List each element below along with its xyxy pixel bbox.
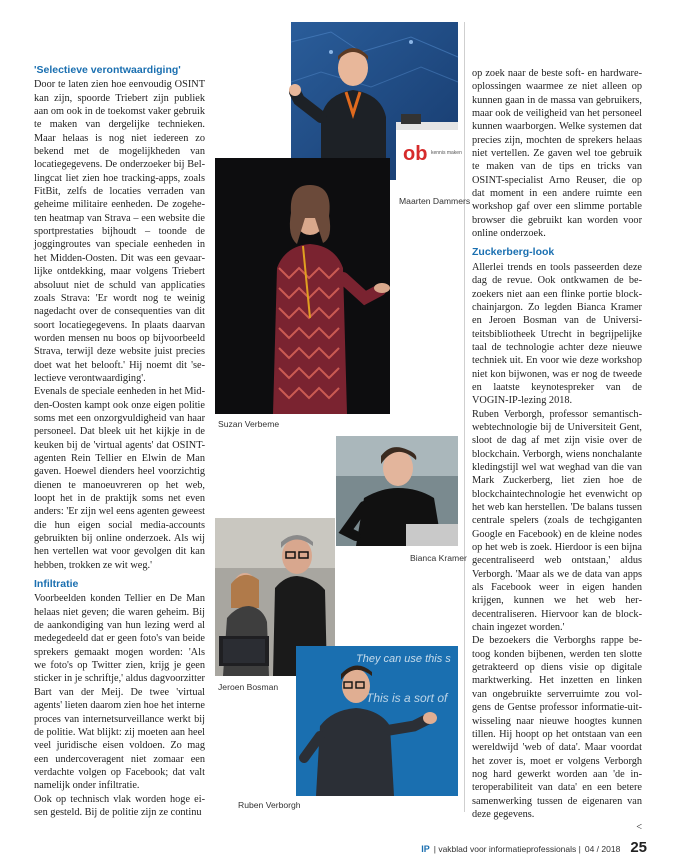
end-mark: < — [636, 822, 642, 834]
section-paragraph: Allerlei trends en tools passeerden deze dag de revue. Ook ontkwamen de bezoekers niet aan een flinke portie blockchainjargon. Zo legden Bianca Kramer en Jeroen Bosman van de Universiteitsbibliotheek Utrecht in begrijpelijke taal de technologie achter deze nieuwe techniek uit. En voor wie deze workshop niet kon bijwonen, was er nog de tweede en laatste keynotespreker van de VOGIN-IP-lezing 2018. — [472, 261, 642, 407]
section-heading-selectieve: 'Selectieve verontwaardiging' — [34, 64, 181, 76]
photo-maarten-dammers — [291, 22, 462, 180]
footer-issue: 04 / 2018 — [584, 844, 621, 854]
photo-ruben-verborgh — [296, 646, 458, 796]
caption-suzan-verbeme: Suzan Verbeme — [218, 419, 280, 429]
section-paragraph: Ook op technisch vlak worden hoge eisen gesteld. Bij de politie zijn ze continu — [34, 793, 205, 818]
footer-brand: IP — [421, 844, 430, 854]
photo-maarten-dammers-image — [291, 22, 462, 180]
section-paragraph: Voorbeelden konden Tellier en De Man helaas niet geven; die waren geheim. Bij de aankondiging van hun lezing werd al medegedeeld dat er geen foto's van beide sprekers gemaakt mogen worden: 'Als we foto's op Twitter zien, krijg je geen sticker in je schriftje,' aldus dagvoorzitter Bart van der Meij. De twee 'virtual agents' lieten daarom zien hoe het interne proces van internetsurveillance werkt bij de politie. Wat blijkt: zij moeten aan heel veel juridische eisen voldoen. Zo mag een undercoveragent niet zomaar een verdachte volgen op Facebook; dat valt namelijk onder infiltratie. — [34, 593, 205, 792]
photo-ruben-verborgh-image — [296, 646, 458, 796]
caption-maarten-dammers: Maarten Dammers — [399, 196, 471, 206]
caption-jeroen-bosman: Jeroen Bosman — [218, 682, 279, 692]
svg-text:They can use this s: They can use this s — [356, 653, 451, 665]
footer-subtitle: | vakblad voor informatieprofessionals | — [433, 844, 581, 854]
photo-bianca-kramer-image — [336, 436, 458, 546]
photo-bianca-kramer — [336, 436, 458, 546]
photo-suzan-verbeme — [215, 158, 390, 414]
page-number: 25 — [630, 839, 647, 856]
section-paragraph: op zoek naar de beste soft- en hardwareoplossingen waarmee ze niet alleen op kunnen gaan in de massa van gebruikers, maar ook de veiligheid van het personeel kunnen waarborgen. Welke systemen dat precies zijn, mochten de sprekers helaas niet vertellen. Ze gaven wel toe gebruik te maken van de tips en tricks van OSINT-specialist Arno Reuser, die op dat moment in een andere ruimte een workshop gaf over een slimme portable browser die gebruikt kan worden voor online onderzoek. — [472, 68, 642, 240]
svg-text:kennis maken: kennis maken — [431, 150, 462, 156]
section-paragraph: Evenals de speciale eenheden in het Midden-Oosten kampt ook onze eigen politie soms met een onzorgvuldigheid van haar personeel. Dat bleek uit het kijkje in de keuken bij de 'virtual agents' dat OSINT-agenten Rein Tellier en Elwin de Man gaven. Hoewel dienders heel voorzichtig dienen te manoeuvreren op het web, loopt het in de praktijk soms net even anders: 'Er zijn wel eens agenten geweest die hun eigen social media-accounts gebruikten bij online onderzoek. Als wij hen vertellen wat voor gevolgen dit kan hebben, trokken ze wit weg.' — [34, 386, 205, 571]
section-heading-zuckerberg: Zuckerberg-look — [472, 246, 555, 259]
right-column — [472, 67, 642, 835]
left-column — [34, 64, 205, 819]
photo-suzan-verbeme-image — [215, 158, 390, 414]
caption-bianca-kramer: Bianca Kramer — [410, 553, 467, 563]
section-paragraph: Door te laten zien hoe eenvoudig OSINT kan zijn, spoorde Triebert zijn publiek aan om ook in de toekomst vaker gebruik te maken van dergelijke technieken. Maar helaas is nog niet iedereen zo bekend met de mogelijkheden van locatiegegevens. De onderzoeker bij Bellingcat liet zien hoe tracking-apps, zoals FitBit, zelfs de locaties verraden van geheime militaire eenheden. De zogeheten heatmap van Strava – een website die sportprestaties bijhoudt – toonde de joggingroutes van speciale eenheden in het Midden-Oosten. Dit was een gevaarlijke ontdekking, maar volgens Triebert absoluut niet de schuld van applicaties zoals Strava: 'Er wordt nog te weinig nagedacht over de consequenties van dit soort locatiegegevens. In plaats daarvan worden mensen nu boos op bijvoorbeeld Strava, terwijl deze website juist precies doet wat het belooft.' Hij noemt dit 'selectieve verontwaardiging'. — [34, 79, 205, 384]
section-heading-infiltratie: Infiltratie — [34, 578, 79, 591]
caption-ruben-verborgh: Ruben Verborgh — [238, 800, 301, 810]
column-divider — [464, 22, 465, 812]
section-paragraph: Ruben Verborgh, professor semantischwebtechnologie bij de Universiteit Gent, sloot de dag af met zijn visie over de blockchain. Verborgh, wiens nonchalante kledingstijl wel wat weghad van die van Mark Zuckerberg, liet zien hoe de blockchaintechnologie het evenwicht op het web kan herstellen. 'De balans tussen centrale spelers (zoals de techgiganten Google en Facebook) en de kleine nodes op het web is zoek. Hierdoor is een bijna gecentraliseerd web ontstaan,' aldus Verborgh. 'Maar als we de data van apps als Facebook weer in eigen handen krijgen, kunnen we het web herdecentraliseren. Hiervoor kan de blockchain ingezet worden.' — [472, 408, 642, 634]
svg-text:This is a sort of: This is a sort of — [366, 691, 448, 705]
svg-text:ob: ob — [403, 143, 428, 165]
section-paragraph: De bezoekers die Verborghs rappe betoog konden bijbenen, werden ten slotte getrakteerd op diens visie op digitale marktwerking. Het inzetten en linken van ongebruikte serverruimte zou volgens de Gentse professor informatie-uitwisseling naar nieuwe hoogtes kunnen tillen. Hij hoopt op het ontstaan van een wereldwijd 'web of data'. Maar voordat het zover is, moet er volgens Verborgh nog hard gewerkt worden aan 'de interoperabiliteit van data' en een betere samenwerking tussen de eigenaren van deze gegevens. — [472, 635, 642, 820]
page-footer — [421, 839, 647, 856]
